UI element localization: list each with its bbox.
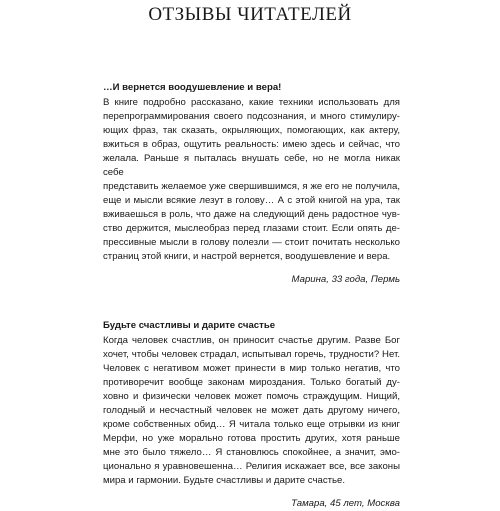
review-body xyxy=(103,96,400,264)
review-signature: Тамара, 45 лет, Москва xyxy=(291,498,400,509)
text-line: Мерфи, но уже морально готова простить других, хотя раньше xyxy=(103,433,400,444)
text-line: кроме собственных обид… Я читала только еще отрывки из книг xyxy=(103,419,400,430)
review xyxy=(103,319,400,511)
review-heading: Будьте счастливы и дарите счастье xyxy=(103,320,276,331)
text-line: вжиться в образ, ощутить реальность: имею здесь и сейчас, что xyxy=(103,139,400,150)
review-heading: …И вернется воодушевление и вера! xyxy=(103,82,282,93)
text-line: В книге подробно рассказано, какие техники использовать для xyxy=(103,97,400,108)
text-line: противоречит вообще законам мироздания. Только богатый ду- xyxy=(103,377,400,388)
text-line: желала. Раньше я пыталась внушать себе, но не могла никак себе xyxy=(103,153,400,178)
review-body xyxy=(103,334,400,488)
text-line: ющих фраз, так сказать, окрыляющих, помогающих, как актеру, xyxy=(103,125,400,136)
text-line: ционально я уравновешенна… Религия искажает все, все законы xyxy=(103,461,400,472)
text-line: ство держится, мыслеобраз перед глазами стоит. Если опять де- xyxy=(103,223,400,234)
text-line: голодный и несчастный человек не может дать другому ничего, xyxy=(103,405,400,416)
text-line: мира и гармонии. Будьте счастливы и дарите счастье. xyxy=(103,475,346,486)
text-line: прессивные мысли в голову полезли — стоит почитать несколько xyxy=(103,237,400,248)
text-line: представить желаемое уже свершившимся, я же его не получила, xyxy=(103,181,400,192)
text-line: перепрограммирования своего подсознания, и много стимулиру- xyxy=(103,111,400,122)
text-line: хочет, чтобы человек страдал, испытывал горечь, трудности? Нет. xyxy=(103,349,400,360)
review xyxy=(103,81,400,287)
review-signature: Марина, 33 года, Пермь xyxy=(291,274,400,285)
text-line: мне это было тяжело… Я становлюсь спокойнее, а значит, эмо- xyxy=(103,447,400,458)
text-line: Человек с негативом может принести в мир только негатив, что xyxy=(103,363,400,374)
text-line: страниц этой книги, и настрой вернется, воодушевление и вера. xyxy=(103,251,391,262)
page-title: ОТЗЫВЫ ЧИТАТЕЛЕЙ xyxy=(148,4,352,25)
text-line: вживаешься в роль, что даже на следующий день радостное чув- xyxy=(103,209,400,220)
text-line: еще и мысли всякие лезут в голову… А с этой книгой на ура, так xyxy=(103,195,400,206)
text-line: Когда человек счастлив, он приносит счастье другим. Разве Бог xyxy=(103,335,400,346)
text-line: ховно и физически человек может помочь страждущим. Нищий, xyxy=(103,391,400,402)
